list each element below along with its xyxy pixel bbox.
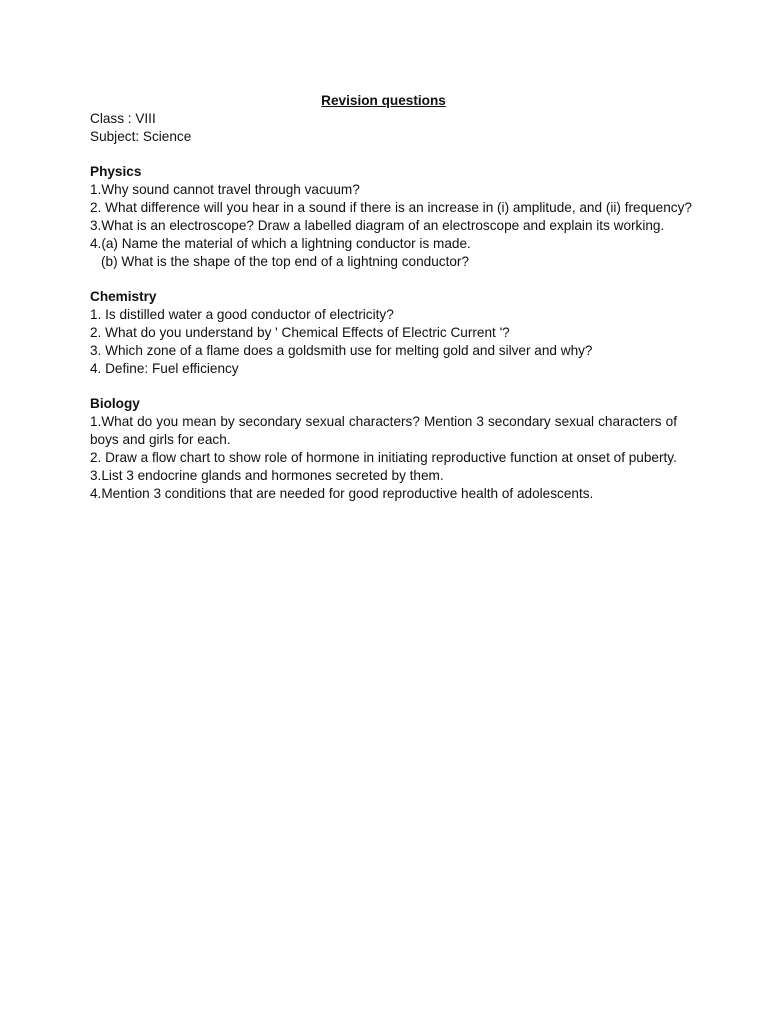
physics-question-3: 3.What is an electroscope? Draw a labelled diagram of an electroscope and explain its working. [90,218,665,233]
chemistry-question-2: 2. What do you understand by ' Chemical Effects of Electric Current '? [90,325,510,340]
physics-question-4b: (b) What is the shape of the top end of a lightning conductor? [101,254,470,269]
class-line: Class : VIII [90,111,156,126]
section-gap [90,378,677,395]
document-title: Revision questions [321,93,446,108]
chemistry-question-4: 4. Define: Fuel efficiency [90,361,239,376]
document-body [90,92,692,503]
chemistry-question-3: 3. Which zone of a flame does a goldsmith use for melting gold and silver and why? [90,343,593,358]
biology-question-2: 2. Draw a flow chart to show role of hormone in initiating reproductive function at onset of puberty. [90,450,677,465]
biology-question-3: 3.List 3 endocrine glands and hormones secreted by them. [90,468,444,483]
physics-question-1: 1.Why sound cannot travel through vacuum? [90,182,360,197]
section-heading-chemistry: Chemistry [90,289,157,304]
biology-question-1: 1.What do you mean by secondary sexual characters? Mention 3 secondary sexual characters of boys and girls for each. [90,414,677,447]
biology-question-4: 4.Mention 3 conditions that are needed for good reproductive health of adolescents. [90,486,594,501]
section-gap [90,271,677,288]
physics-question-4a: 4.(a) Name the material of which a lightning conductor is made. [90,236,471,251]
physics-question-2: 2. What difference will you hear in a sound if there is an increase in (i) amplitude, and (ii) frequency? [90,200,692,215]
subject-line: Subject: Science [90,129,192,144]
section-heading-biology: Biology [90,396,140,411]
section-heading-physics: Physics [90,164,142,179]
chemistry-question-1: 1. Is distilled water a good conductor of electricity? [90,307,394,322]
section-gap [90,146,677,163]
